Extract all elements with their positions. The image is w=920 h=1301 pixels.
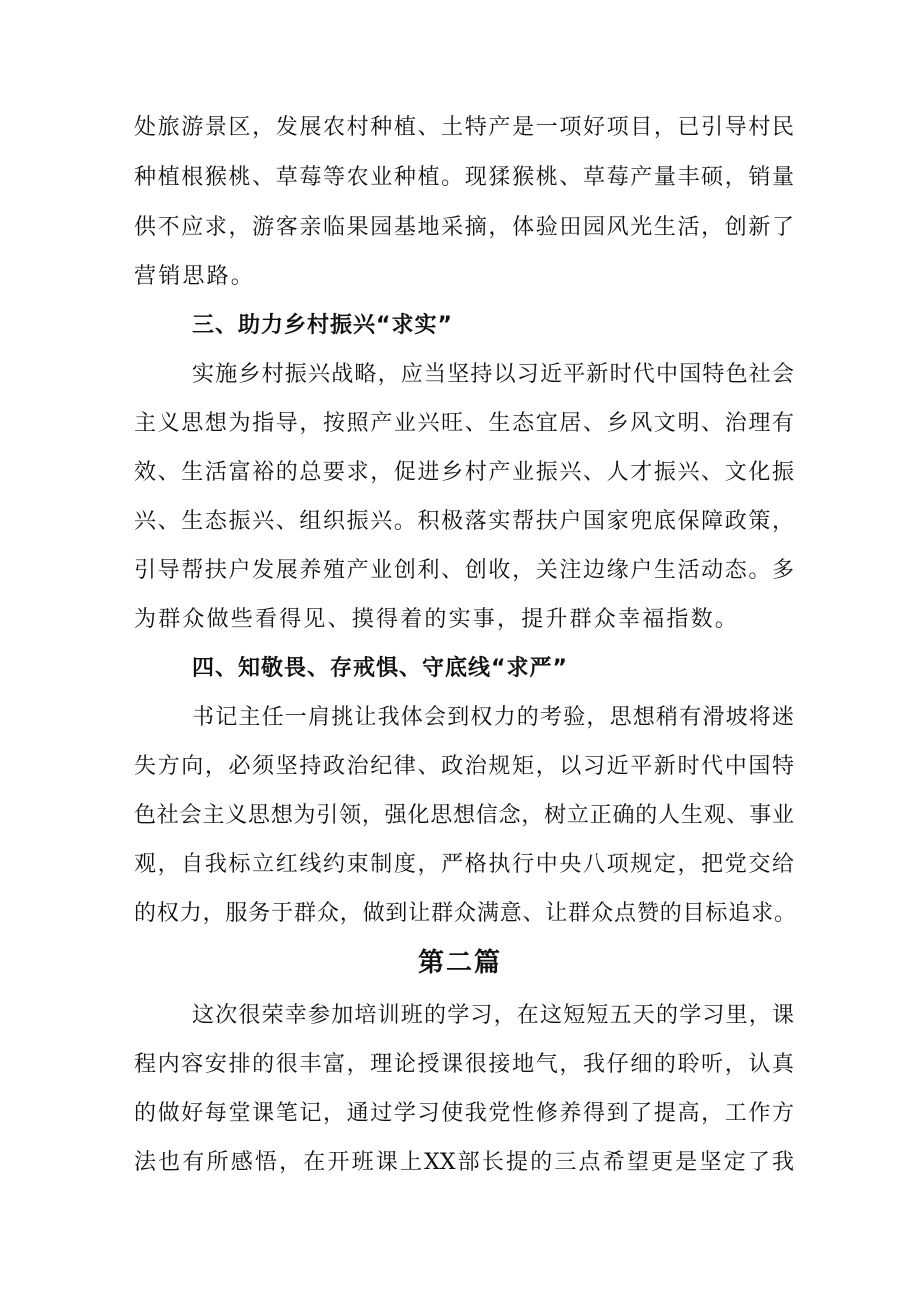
paragraph-line: 主义思想为指导，按照产业兴旺、生态宜居、乡风文明、治理有 [134, 411, 794, 436]
paragraph-line: 种植根猴桃、草莓等农业种植。现猱猴桃、草莓产量丰硕，销量 [134, 165, 794, 190]
paragraph-line: 色社会主义思想为引领，强化思想信念，树立正确的人生观、事业 [134, 803, 794, 828]
section-heading-4: 四、知敬畏、存戒惧、守底线“求严” [192, 656, 568, 681]
paragraph-line: 实施乡村振兴战略，应当坚持以习近平新时代中国特色社会 [192, 362, 794, 387]
paragraph-line: 处旅游景区，发展农村种植、土特产是一项好项目，已引导村民 [134, 115, 794, 140]
paragraph-line: 失方向，必须坚持政治纪律、政治规矩，以习近平新时代中国特 [134, 754, 794, 779]
paragraph-line: 法也有所感悟，在开班课上XX部长提的三点希望更是坚定了我 [134, 1150, 794, 1175]
paragraph-line: 效、生活富裕的总要求，促进乡村产业振兴、人才振兴、文化振 [134, 460, 794, 485]
paragraph-line: 供不应求，游客亲临果园基地采摘，体验田园风光生活，创新了 [134, 215, 794, 240]
paragraph-line: 的做好每堂课笔记，通过学习使我党性修养得到了提高，工作方 [134, 1101, 794, 1126]
section-title: 第二篇 [417, 948, 502, 978]
section-heading-3: 三、助力乡村振兴“求实” [192, 313, 453, 338]
paragraph-line: 营销思路。 [134, 264, 256, 289]
paragraph-line: 观，自我标立红线约束制度，严格执行中央八项规定，把党交给 [134, 852, 794, 877]
paragraph-line: 程内容安排的很丰富，理论授课很接地气，我仔细的聆听，认真 [134, 1052, 794, 1077]
paragraph-line: 为群众做些看得见、摸得着的实事，提升群众幸福指数。 [134, 607, 740, 632]
paragraph-line: 引导帮扶户发展养殖产业创利、创收，关注边缘户生活动态。多 [134, 558, 794, 583]
paragraph-line: 的权力，服务于群众，做到让群众满意、让群众点赞的目标追求。 [134, 901, 796, 926]
paragraph-line: 这次很荣幸参加培训班的学习，在这短短五天的学习里，课 [192, 1003, 794, 1028]
paragraph-line: 兴、生态振兴、组织振兴。积极落实帮扶户国家兜底保障政策， [134, 509, 794, 534]
paragraph-line: 书记主任一肩挑让我体会到权力的考验，思想稍有滑坡将迷 [192, 705, 794, 730]
